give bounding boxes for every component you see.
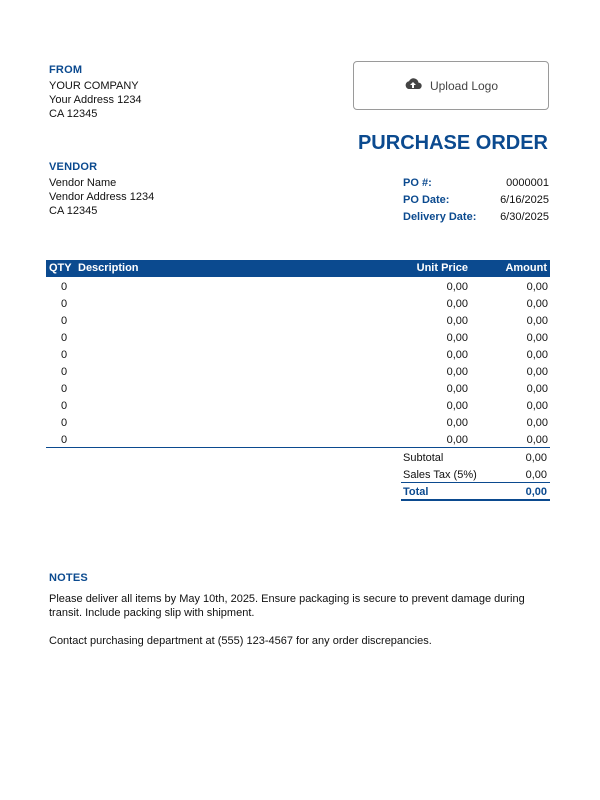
upload-logo-button[interactable] bbox=[353, 61, 549, 110]
po-number-label: PO #: bbox=[403, 177, 432, 189]
cloud-upload-icon bbox=[404, 77, 422, 94]
header-amount: Amount bbox=[505, 262, 547, 274]
total-top-rule bbox=[401, 482, 550, 483]
row-qty: 0 bbox=[61, 383, 68, 395]
row-unit-price: 0,00 bbox=[446, 332, 468, 344]
table-row bbox=[46, 347, 550, 364]
row-amount: 0,00 bbox=[526, 434, 548, 446]
row-amount: 0,00 bbox=[526, 349, 548, 361]
row-amount: 0,00 bbox=[526, 332, 548, 344]
table-row bbox=[46, 313, 550, 330]
row-amount: 0,00 bbox=[526, 298, 548, 310]
table-row bbox=[46, 364, 550, 381]
upload-logo-label: Upload Logo bbox=[429, 78, 499, 93]
po-number-value: 0000001 bbox=[506, 177, 549, 189]
row-amount: 0,00 bbox=[526, 315, 548, 327]
notes-paragraph-2: Contact purchasing department at (555) 123-4567 for any order discrepancies. bbox=[49, 635, 432, 647]
po-number-row bbox=[403, 177, 549, 189]
notes-paragraph-1: Please deliver all items by May 10th, 2025. Ensure packaging is secure to prevent damage during transit. Include packing slip with shipment. bbox=[49, 593, 525, 619]
subtotal-label: Subtotal bbox=[403, 452, 444, 464]
row-amount: 0,00 bbox=[526, 383, 548, 395]
total-label: Total bbox=[403, 486, 429, 498]
notes-label: NOTES bbox=[49, 572, 88, 584]
row-unit-price: 0,00 bbox=[446, 383, 468, 395]
from-city: CA 12345 bbox=[49, 108, 98, 120]
tax-value: 0,00 bbox=[525, 469, 547, 481]
row-unit-price: 0,00 bbox=[446, 400, 468, 412]
vendor-city: CA 12345 bbox=[49, 205, 98, 217]
po-date-value: 6/16/2025 bbox=[500, 194, 549, 206]
from-address: Your Address 1234 bbox=[49, 94, 142, 106]
table-bottom-rule bbox=[46, 447, 550, 448]
po-date-label: PO Date: bbox=[403, 194, 450, 206]
row-unit-price: 0,00 bbox=[446, 349, 468, 361]
row-amount: 0,00 bbox=[526, 417, 548, 429]
row-unit-price: 0,00 bbox=[446, 281, 468, 293]
total-bottom-rule bbox=[401, 499, 550, 501]
row-unit-price: 0,00 bbox=[446, 315, 468, 327]
vendor-name: Vendor Name bbox=[49, 177, 117, 189]
table-row bbox=[46, 330, 550, 347]
subtotal-row bbox=[403, 450, 549, 467]
table-row bbox=[46, 415, 550, 432]
po-date-row bbox=[403, 194, 549, 206]
row-qty: 0 bbox=[61, 349, 68, 361]
delivery-date-label: Delivery Date: bbox=[403, 211, 477, 223]
row-amount: 0,00 bbox=[526, 366, 548, 378]
row-qty: 0 bbox=[61, 281, 68, 293]
row-unit-price: 0,00 bbox=[446, 417, 468, 429]
row-qty: 0 bbox=[61, 315, 68, 327]
row-qty: 0 bbox=[61, 332, 68, 344]
row-unit-price: 0,00 bbox=[446, 366, 468, 378]
subtotal-value: 0,00 bbox=[525, 452, 547, 464]
row-amount: 0,00 bbox=[526, 281, 548, 293]
vendor-label: VENDOR bbox=[49, 161, 98, 173]
row-qty: 0 bbox=[61, 417, 68, 429]
table-header bbox=[46, 260, 550, 277]
delivery-date-value: 6/30/2025 bbox=[500, 211, 549, 223]
row-unit-price: 0,00 bbox=[446, 298, 468, 310]
vendor-address: Vendor Address 1234 bbox=[49, 191, 155, 203]
row-qty: 0 bbox=[61, 298, 68, 310]
table-row bbox=[46, 296, 550, 313]
from-company: YOUR COMPANY bbox=[49, 80, 139, 92]
row-qty: 0 bbox=[61, 434, 68, 446]
header-description: Description bbox=[78, 262, 139, 274]
from-label: FROM bbox=[49, 64, 83, 76]
page-title: PURCHASE ORDER bbox=[357, 132, 548, 154]
total-value: 0,00 bbox=[525, 486, 547, 498]
row-amount: 0,00 bbox=[526, 400, 548, 412]
row-unit-price: 0,00 bbox=[446, 434, 468, 446]
tax-label: Sales Tax (5%) bbox=[403, 469, 477, 481]
table-row bbox=[46, 398, 550, 415]
table-row bbox=[46, 381, 550, 398]
delivery-date-row bbox=[403, 211, 549, 223]
header-unit-price: Unit Price bbox=[416, 262, 468, 274]
header-qty: QTY bbox=[49, 262, 72, 274]
row-qty: 0 bbox=[61, 400, 68, 412]
table-row bbox=[46, 279, 550, 296]
row-qty: 0 bbox=[61, 366, 68, 378]
